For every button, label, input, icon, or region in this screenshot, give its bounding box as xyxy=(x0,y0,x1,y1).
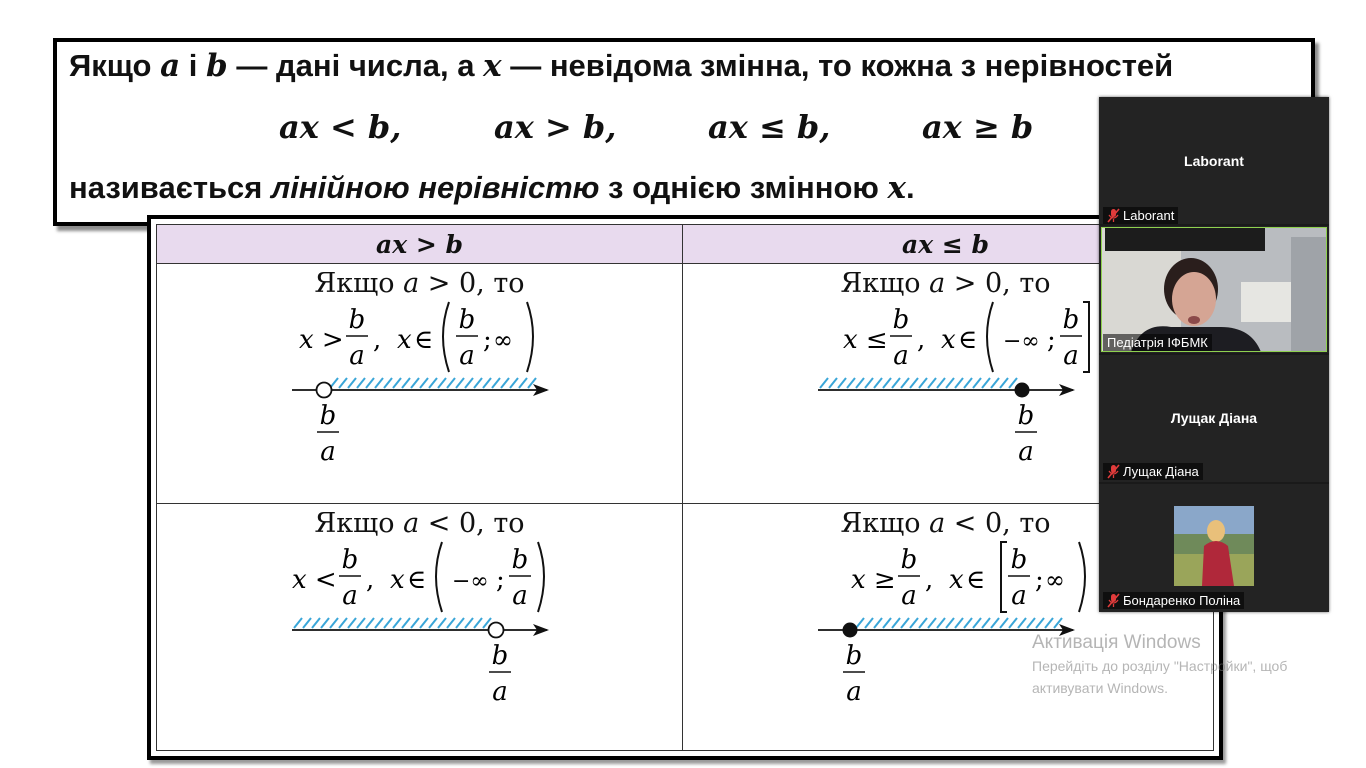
formula-x: x xyxy=(390,565,405,595)
hatch-mark xyxy=(919,378,927,388)
hatch-mark xyxy=(901,378,909,388)
hatch-mark xyxy=(982,378,990,388)
participant-label-text: Laborant xyxy=(1123,208,1175,223)
hatch-mark xyxy=(447,618,455,628)
fraction-denominator: a xyxy=(1063,341,1079,371)
hatch-mark xyxy=(883,378,891,388)
fraction-denominator: a xyxy=(512,581,528,611)
hatch-mark xyxy=(492,378,500,388)
hatch-mark xyxy=(510,378,518,388)
mic-muted-icon xyxy=(1107,593,1120,608)
fraction-denominator: a xyxy=(1011,581,1027,611)
table-cell xyxy=(157,264,682,503)
open-point xyxy=(489,623,504,638)
hatch-mark xyxy=(1000,378,1008,388)
hatch-mark xyxy=(447,378,455,388)
hatch-mark xyxy=(321,618,329,628)
hatch-mark xyxy=(820,378,828,388)
watermark-title: Активація Windows xyxy=(1032,632,1201,653)
hatch-mark xyxy=(847,378,855,388)
hatch-mark xyxy=(1027,618,1035,628)
def-text: — невідома змінна, то кожна з нерівностей xyxy=(501,48,1174,83)
semicolon: ; xyxy=(1047,325,1056,355)
fraction-denominator: a xyxy=(342,581,358,611)
fraction-numerator: b xyxy=(511,545,529,575)
cell-math xyxy=(157,504,682,739)
inequality-2: ax > b, xyxy=(494,108,617,146)
fraction-numerator: b xyxy=(845,641,863,671)
fraction-denominator: a xyxy=(349,341,365,371)
hatch-mark xyxy=(874,618,882,628)
header-col-1: ax > b xyxy=(376,230,463,259)
closed-point xyxy=(843,623,858,638)
bracket-right xyxy=(527,302,533,372)
closed-point xyxy=(1015,383,1030,398)
participant-name: Лущак Діана xyxy=(1170,410,1258,426)
hatch-mark xyxy=(928,378,936,388)
hatch-mark xyxy=(465,378,473,388)
hatch-mark xyxy=(357,618,365,628)
bracket-right xyxy=(1079,542,1085,612)
hatch-mark xyxy=(348,378,356,388)
formula-comma: , xyxy=(925,565,934,595)
def-text: . xyxy=(905,170,915,205)
def-text: з однією змінною xyxy=(599,170,888,205)
var-x: x xyxy=(483,48,502,84)
var-a: a xyxy=(160,48,181,84)
hatch-mark xyxy=(1045,618,1053,628)
hatch-mark xyxy=(1000,618,1008,628)
hatch-mark xyxy=(919,618,927,628)
hatch-mark xyxy=(1018,618,1026,628)
hatch-mark xyxy=(465,618,473,628)
fraction-numerator: b xyxy=(491,641,509,671)
participant-label xyxy=(1103,592,1244,609)
participant-name: Laborant xyxy=(1184,153,1244,169)
hatch-mark xyxy=(991,618,999,628)
bracket-left xyxy=(1001,542,1007,612)
fraction-numerator: b xyxy=(458,305,476,335)
bracket-left xyxy=(987,302,993,372)
hatch-mark xyxy=(955,378,963,388)
fraction-numerator: b xyxy=(348,305,366,335)
fraction-numerator: b xyxy=(341,545,359,575)
hatch-mark xyxy=(892,378,900,388)
condition-text: < 0, то xyxy=(419,508,525,539)
inequality-1: ax < b, xyxy=(279,108,402,146)
bracket-left xyxy=(443,302,449,372)
bracket-left xyxy=(436,542,442,612)
fraction-denominator: a xyxy=(1018,437,1034,467)
hatch-mark xyxy=(294,618,302,628)
neg-infinity-symbol: −∞ xyxy=(1003,329,1040,354)
condition-text: a xyxy=(929,508,946,539)
def-text: — дані числа, а xyxy=(227,48,484,83)
semicolon: ; xyxy=(483,325,492,355)
hatch-mark xyxy=(964,618,972,628)
watermark-line-1: Перейдіть до розділу "Настройки", щоб xyxy=(1032,658,1288,674)
hatch-mark xyxy=(973,618,981,628)
neg-infinity-symbol: −∞ xyxy=(452,569,489,594)
semicolon: ; xyxy=(1035,565,1044,595)
participant-label-text: Педіатрія ІФБМК xyxy=(1107,335,1208,350)
fraction-denominator: a xyxy=(320,437,336,467)
hatch-mark xyxy=(420,378,428,388)
formula-lhs: x > xyxy=(299,325,344,355)
hatch-mark xyxy=(384,378,392,388)
hatch-mark xyxy=(393,618,401,628)
condition-text: a xyxy=(403,268,420,299)
hatch-mark xyxy=(856,378,864,388)
element-of-symbol: ∈ xyxy=(966,565,986,595)
hatch-mark xyxy=(501,378,509,388)
fraction-numerator: b xyxy=(1017,401,1035,431)
participant-tile[interactable] xyxy=(1099,355,1329,482)
condition-text: > 0, то xyxy=(945,268,1051,299)
hatch-mark xyxy=(357,378,365,388)
condition-text: Якщо xyxy=(840,508,930,539)
formula-lhs: x < xyxy=(292,565,337,595)
participant-label xyxy=(1103,207,1178,224)
formula-comma: , xyxy=(373,325,382,355)
hatch-mark xyxy=(901,618,909,628)
hatch-mark xyxy=(375,618,383,628)
participant-label-text: Бондаренко Поліна xyxy=(1123,593,1241,608)
hatch-mark xyxy=(991,378,999,388)
bracket-right xyxy=(538,542,544,612)
hatch-mark xyxy=(474,618,482,628)
def-text: Якщо xyxy=(69,48,161,83)
hatch-mark xyxy=(865,618,873,628)
hatch-mark xyxy=(456,378,464,388)
condition-text: Якщо xyxy=(314,268,404,299)
hatch-mark xyxy=(411,378,419,388)
hatch-mark xyxy=(411,618,419,628)
mic-muted-icon xyxy=(1107,208,1120,223)
participants-panel xyxy=(1099,97,1329,612)
bracket-right xyxy=(1083,302,1089,372)
condition-text: a xyxy=(403,508,420,539)
hatch-mark xyxy=(937,618,945,628)
hatch-mark xyxy=(402,378,410,388)
participant-label xyxy=(1103,334,1212,351)
formula-lhs: x ≤ xyxy=(843,325,888,355)
def-term: лінійною нерівністю xyxy=(271,170,600,205)
hatch-mark xyxy=(303,618,311,628)
hatch-mark xyxy=(955,618,963,628)
condition-text: > 0, то xyxy=(419,268,525,299)
hatch-mark xyxy=(910,618,918,628)
formula-x: x xyxy=(941,325,956,355)
hatch-mark xyxy=(928,618,936,628)
hatch-mark xyxy=(429,618,437,628)
fraction-numerator: b xyxy=(319,401,337,431)
var-b: b xyxy=(206,48,228,84)
participant-label-text: Лущак Діана xyxy=(1123,464,1199,479)
hatch-mark xyxy=(964,378,972,388)
hatch-mark xyxy=(883,618,891,628)
var-x: x xyxy=(887,170,906,206)
fraction-numerator: b xyxy=(1010,545,1028,575)
windows-activation-watermark xyxy=(1032,632,1287,698)
hatch-mark xyxy=(910,378,918,388)
avatar xyxy=(1174,506,1254,586)
formula-lhs: x ≥ xyxy=(851,565,896,595)
table-cell xyxy=(157,504,682,748)
infinity-symbol: ∞ xyxy=(493,326,513,354)
hatch-mark xyxy=(1009,618,1017,628)
hatch-mark xyxy=(375,378,383,388)
hatch-mark xyxy=(856,618,864,628)
hatch-mark xyxy=(402,618,410,628)
hatch-mark xyxy=(348,618,356,628)
participant-tile[interactable] xyxy=(1099,97,1329,224)
participant-tile-video[interactable] xyxy=(1099,226,1329,353)
condition-text: < 0, то xyxy=(945,508,1051,539)
hatch-mark xyxy=(874,378,882,388)
fraction-denominator: a xyxy=(901,581,917,611)
hatch-mark xyxy=(339,378,347,388)
inequality-3: ax ≤ b, xyxy=(708,108,831,146)
hatch-mark xyxy=(1036,618,1044,628)
condition-text: Якщо xyxy=(314,508,404,539)
definition-line-3 xyxy=(69,170,915,206)
header-col-2: ax ≤ b xyxy=(902,230,989,259)
table-header xyxy=(157,225,1213,264)
fraction-denominator: a xyxy=(893,341,909,371)
hatch-mark xyxy=(973,378,981,388)
hatch-mark xyxy=(519,378,527,388)
hatch-mark xyxy=(937,378,945,388)
hatch-mark xyxy=(474,378,482,388)
hatch-mark xyxy=(838,378,846,388)
hatch-mark xyxy=(829,378,837,388)
watermark-line-2: активувати Windows. xyxy=(1032,680,1168,696)
semicolon: ; xyxy=(496,565,505,595)
open-point xyxy=(317,383,332,398)
fraction-numerator: b xyxy=(1062,305,1080,335)
hatch-mark xyxy=(366,618,374,628)
formula-comma: , xyxy=(917,325,926,355)
hatch-mark xyxy=(946,378,954,388)
element-of-symbol: ∈ xyxy=(958,325,978,355)
formula-comma: , xyxy=(366,565,375,595)
hatch-mark xyxy=(438,378,446,388)
formula-x: x xyxy=(397,325,412,355)
hatch-mark xyxy=(892,618,900,628)
cell-math xyxy=(157,264,682,499)
hatch-mark xyxy=(982,618,990,628)
fraction-numerator: b xyxy=(892,305,910,335)
hatch-mark xyxy=(865,378,873,388)
participant-tile[interactable] xyxy=(1099,484,1329,612)
participant-label xyxy=(1103,463,1203,480)
formula-x: x xyxy=(949,565,964,595)
hatch-mark xyxy=(946,618,954,628)
infinity-symbol: ∞ xyxy=(1045,566,1065,594)
inequality-4: ax ≥ b xyxy=(922,108,1034,146)
element-of-symbol: ∈ xyxy=(407,565,427,595)
hatch-mark xyxy=(330,618,338,628)
fraction-denominator: a xyxy=(459,341,475,371)
hatch-mark xyxy=(366,378,374,388)
mic-muted-icon xyxy=(1107,464,1120,479)
hatch-mark xyxy=(438,618,446,628)
fraction-denominator: a xyxy=(492,677,508,707)
fraction-numerator: b xyxy=(900,545,918,575)
fraction-denominator: a xyxy=(846,677,862,707)
hatch-mark xyxy=(420,618,428,628)
condition-text: a xyxy=(929,268,946,299)
hatch-mark xyxy=(456,618,464,628)
hatch-mark xyxy=(384,618,392,628)
hatch-mark xyxy=(483,378,491,388)
hatch-mark xyxy=(339,618,347,628)
def-text: і xyxy=(180,48,207,83)
definition-line-1 xyxy=(69,48,1173,84)
condition-text: Якщо xyxy=(840,268,930,299)
hatch-mark xyxy=(393,378,401,388)
def-text: називається xyxy=(69,170,271,205)
hatch-mark xyxy=(429,378,437,388)
hatch-mark xyxy=(312,618,320,628)
element-of-symbol: ∈ xyxy=(414,325,434,355)
